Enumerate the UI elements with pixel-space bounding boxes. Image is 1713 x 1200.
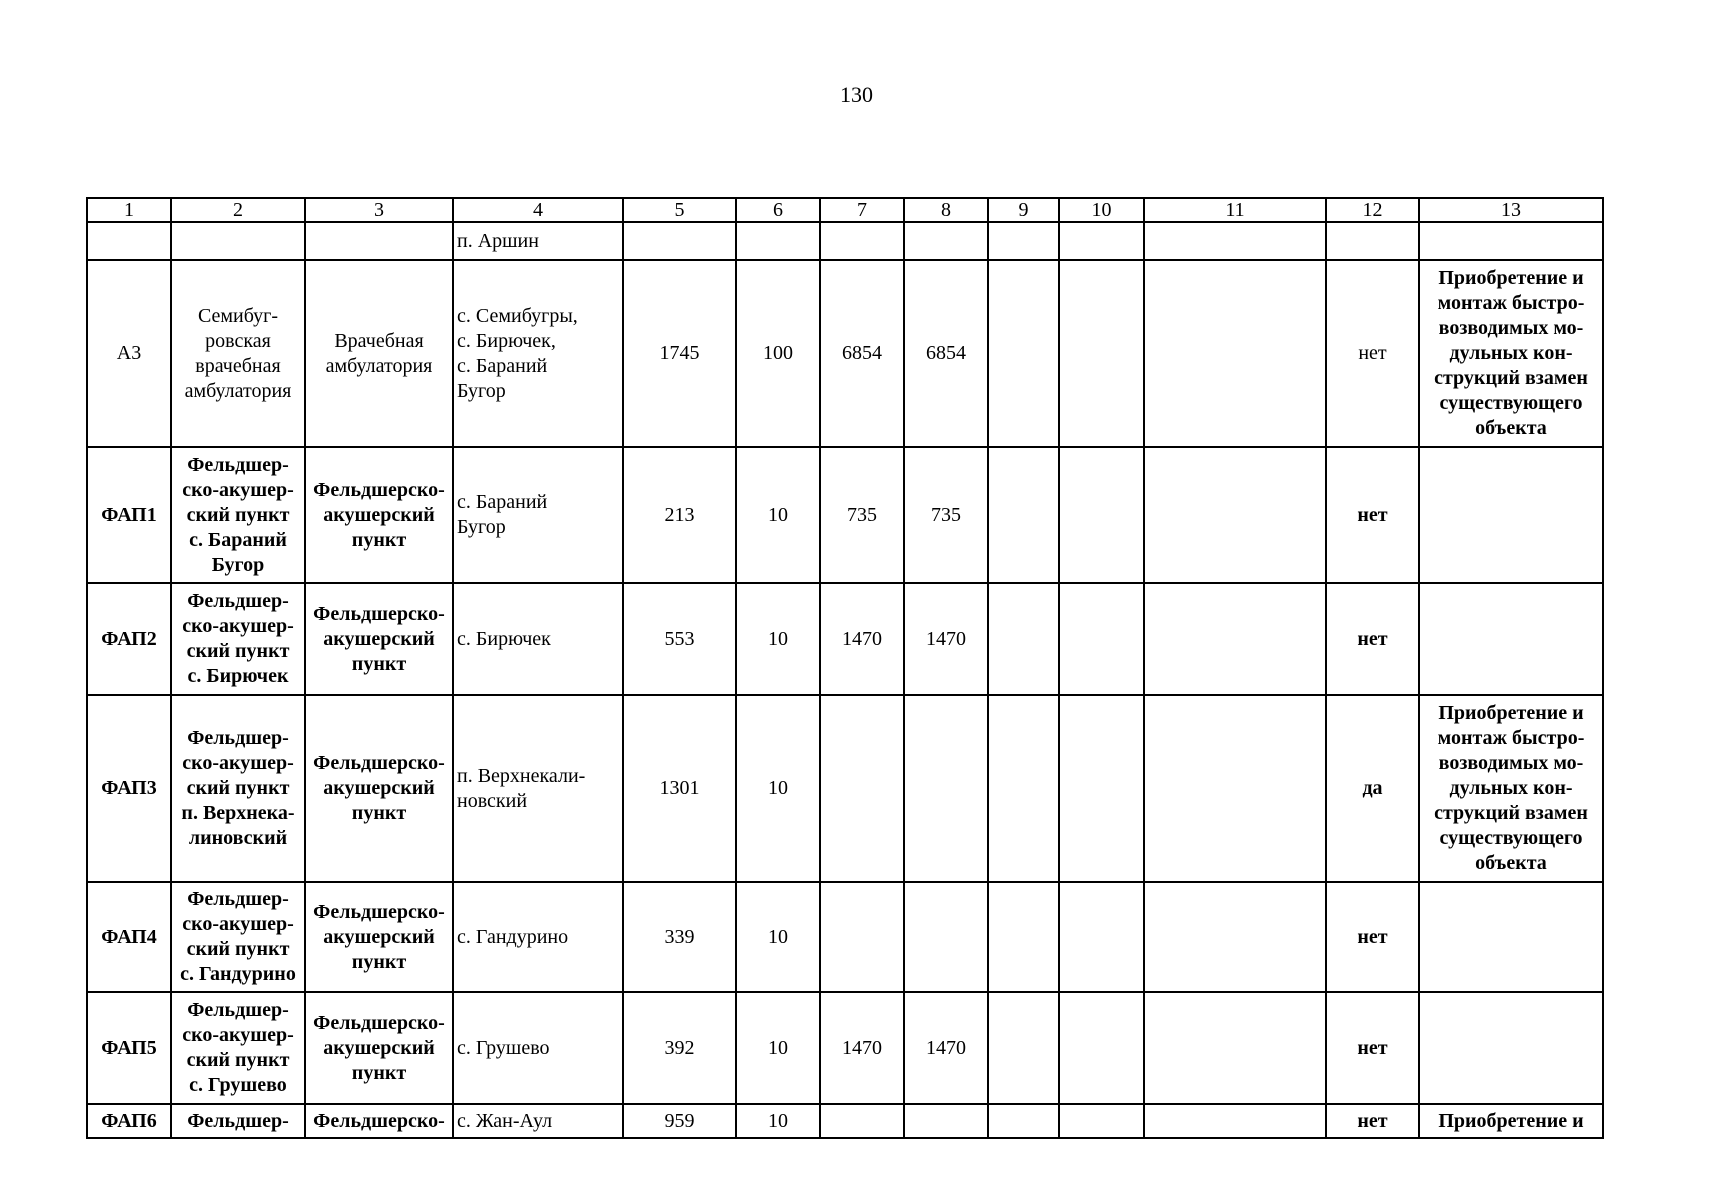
name-cell: Фельдшер- ско-акушер- ский пункт п. Верхнека- линовский [171,695,305,882]
note-cell [1419,447,1603,583]
population-cell: 392 [623,992,736,1104]
locality-cell: с. Жан-Аул [453,1104,623,1138]
note-cell [1419,882,1603,992]
header-cell: 10 [1059,198,1144,222]
table-row [87,695,1603,882]
capacity-cell: 10 [736,695,820,882]
header-cell: 3 [305,198,453,222]
note-cell [1419,583,1603,695]
col11-cell [1144,992,1326,1104]
col11-cell [1144,222,1326,260]
locality-cell: п. Верхнекали- новский [453,695,623,882]
col9-cell [988,992,1059,1104]
col7-cell: 1470 [820,583,904,695]
row-id-cell: ФАП2 [87,583,171,695]
col10-cell [1059,882,1144,992]
locality-cell: с. Грушево [453,992,623,1104]
decision-cell: нет [1326,882,1419,992]
col8-cell: 6854 [904,260,988,447]
col10-cell [1059,447,1144,583]
table-row [87,447,1603,583]
col7-cell [820,222,904,260]
name-cell: Семибуг- ровская врачебная амбулатория [171,260,305,447]
table-row [87,882,1603,992]
col7-cell [820,695,904,882]
col9-cell [988,260,1059,447]
type-cell: Врачебная амбулатория [305,260,453,447]
col9-cell [988,583,1059,695]
col11-cell [1144,1104,1326,1138]
capacity-cell [736,222,820,260]
col9-cell [988,695,1059,882]
type-cell: Фельдшерско- акушерский пункт [305,695,453,882]
decision-cell: нет [1326,1104,1419,1138]
header-cell: 4 [453,198,623,222]
data-table [86,197,1604,1139]
col9-cell [988,882,1059,992]
col11-cell [1144,260,1326,447]
header-cell: 9 [988,198,1059,222]
table-header-row [87,198,1603,222]
decision-cell: нет [1326,447,1419,583]
header-cell: 12 [1326,198,1419,222]
col9-cell [988,447,1059,583]
decision-cell: нет [1326,992,1419,1104]
capacity-cell: 100 [736,260,820,447]
header-cell: 2 [171,198,305,222]
row-id-cell: ФАП5 [87,992,171,1104]
capacity-cell: 10 [736,1104,820,1138]
table-row [87,222,1603,260]
locality-cell: с. Бирючек [453,583,623,695]
row-id-cell: ФАП4 [87,882,171,992]
population-cell: 1301 [623,695,736,882]
col10-cell [1059,1104,1144,1138]
header-cell: 8 [904,198,988,222]
decision-cell [1326,222,1419,260]
table-row [87,583,1603,695]
population-cell [623,222,736,260]
population-cell: 959 [623,1104,736,1138]
col11-cell [1144,583,1326,695]
population-cell: 1745 [623,260,736,447]
col7-cell: 6854 [820,260,904,447]
decision-cell: нет [1326,260,1419,447]
row-id-cell: ФАП3 [87,695,171,882]
capacity-cell: 10 [736,882,820,992]
type-cell: Фельдшерско- акушерский пункт [305,447,453,583]
header-cell: 6 [736,198,820,222]
type-cell [305,222,453,260]
table-body [87,198,1603,1138]
col8-cell: 1470 [904,583,988,695]
name-cell: Фельдшер- ско-акушер- ский пункт с. Бараний Бугор [171,447,305,583]
row-id-cell: ФАП6 [87,1104,171,1138]
type-cell: Фельдшерско- акушерский пункт [305,882,453,992]
col8-cell: 1470 [904,992,988,1104]
table-row [87,1104,1603,1138]
name-cell: Фельдшер- [171,1104,305,1138]
capacity-cell: 10 [736,583,820,695]
locality-cell: с. Гандурино [453,882,623,992]
note-cell: Приобретение и [1419,1104,1603,1138]
name-cell: Фельдшер- ско-акушер- ский пункт с. Гандурино [171,882,305,992]
name-cell: Фельдшер- ско-акушер- ский пункт с. Грушево [171,992,305,1104]
capacity-cell: 10 [736,447,820,583]
col8-cell [904,695,988,882]
name-cell: Фельдшер- ско-акушер- ский пункт с. Бирючек [171,583,305,695]
note-cell [1419,222,1603,260]
note-cell [1419,992,1603,1104]
capacity-cell: 10 [736,992,820,1104]
col10-cell [1059,583,1144,695]
col8-cell [904,1104,988,1138]
decision-cell: нет [1326,583,1419,695]
table-row [87,992,1603,1104]
decision-cell: да [1326,695,1419,882]
row-id-cell: А3 [87,260,171,447]
col9-cell [988,1104,1059,1138]
col11-cell [1144,447,1326,583]
header-cell: 11 [1144,198,1326,222]
header-cell: 13 [1419,198,1603,222]
header-cell: 7 [820,198,904,222]
locality-cell: с. Бараний Бугор [453,447,623,583]
header-cell: 1 [87,198,171,222]
col10-cell [1059,222,1144,260]
col8-cell [904,882,988,992]
col9-cell [988,222,1059,260]
population-cell: 213 [623,447,736,583]
col10-cell [1059,992,1144,1104]
page-number: 130 [840,82,873,107]
col8-cell: 735 [904,447,988,583]
col10-cell [1059,695,1144,882]
col7-cell: 735 [820,447,904,583]
header-cell: 5 [623,198,736,222]
col7-cell: 1470 [820,992,904,1104]
locality-cell: с. Семибугры, с. Бирючек, с. Бараний Бугор [453,260,623,447]
type-cell: Фельдшерско- акушерский пункт [305,992,453,1104]
locality-cell: п. Аршин [453,222,623,260]
row-id-cell [87,222,171,260]
col8-cell [904,222,988,260]
col7-cell [820,882,904,992]
note-cell: Приобретение и монтаж быстро- возводимых мо- дульных кон- струкций взамен существующего объекта [1419,695,1603,882]
col11-cell [1144,882,1326,992]
note-cell: Приобретение и монтаж быстро- возводимых мо- дульных кон- струкций взамен существующего объекта [1419,260,1603,447]
population-cell: 553 [623,583,736,695]
table-row [87,260,1603,447]
population-cell: 339 [623,882,736,992]
type-cell: Фельдшерско- акушерский пункт [305,583,453,695]
col7-cell [820,1104,904,1138]
type-cell: Фельдшерско- [305,1104,453,1138]
row-id-cell: ФАП1 [87,447,171,583]
col10-cell [1059,260,1144,447]
col11-cell [1144,695,1326,882]
name-cell [171,222,305,260]
